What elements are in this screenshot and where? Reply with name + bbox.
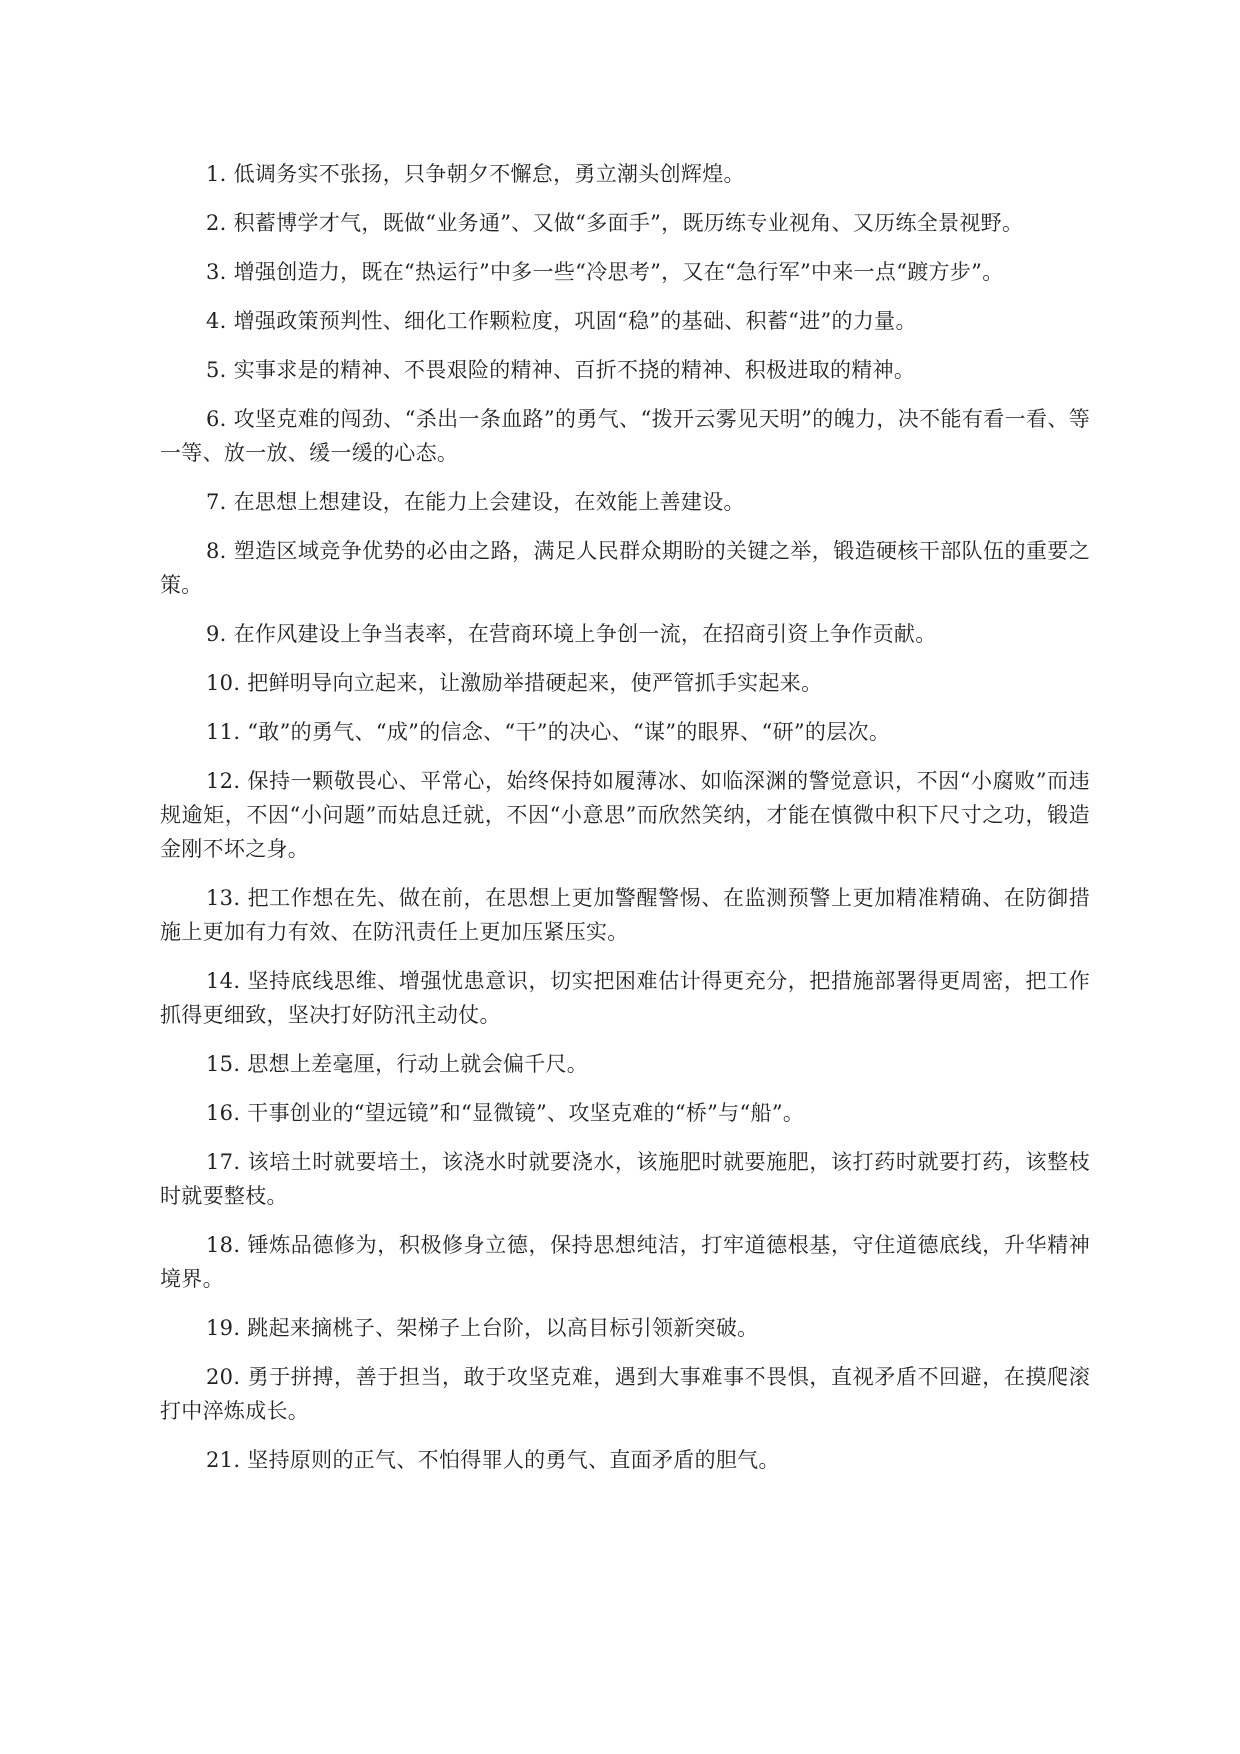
list-item-14: 14. 坚持底线思维、增强忧患意识，切实把困难估计得更充分，把措施部署得更周密，把工作抓得更细致，坚决打好防汛主动仗。	[160, 969, 1090, 1027]
list-item-6: 6. 攻坚克难的闯劲、“杀出一条血路”的勇气、“拨开云雾见天明”的魄力，决不能有看一看、等一等、放一放、缓一缓的心态。	[160, 407, 1090, 465]
list-item-5: 5. 实事求是的精神、不畏艰险的精神、百折不挠的精神、积极进取的精神。	[206, 358, 916, 382]
list-item-3: 3. 增强创造力，既在“热运行”中多一些“冷思考”，又在“急行军”中来一点“踱方步”。	[206, 260, 1004, 284]
list-item-7: 7. 在思想上想建设，在能力上会建设，在效能上善建设。	[206, 490, 745, 514]
list-item-13: 13. 把工作想在先、做在前，在思想上更加警醒警惕、在监测预警上更加精准精确、在防御措施上更加有力有效、在防汛责任上更加压紧压实。	[160, 886, 1090, 944]
list-item-1: 1. 低调务实不张扬，只争朝夕不懈怠，勇立潮头创辉煌。	[206, 162, 745, 186]
list-item-10: 10. 把鲜明导向立起来，让激励举措硬起来，使严管抓手实起来。	[206, 671, 823, 695]
list-item-17: 17. 该培土时就要培土，该浇水时就要浇水，该施肥时就要施肥，该打药时就要打药，该整枝时就要整枝。	[160, 1150, 1090, 1208]
list-item-21: 21. 坚持原则的正气、不怕得罪人的勇气、直面矛盾的胆气。	[206, 1448, 780, 1472]
list-item-15: 15. 思想上差毫厘，行动上就会偏千尺。	[206, 1052, 589, 1076]
list-item-4: 4. 增强政策预判性、细化工作颗粒度，巩固“稳”的基础、积蓄“进”的力量。	[206, 309, 917, 333]
list-item-8: 8. 塑造区域竞争优势的必由之路，满足人民群众期盼的关键之举，锻造硬核干部队伍的重要之策。	[160, 539, 1090, 597]
list-item-11: 11. “敢”的勇气、“成”的信念、“干”的决心、“谋”的眼界、“研”的层次。	[206, 720, 891, 744]
list-item-19: 19. 跳起来摘桃子、架梯子上台阶，以高目标引领新突破。	[206, 1316, 759, 1340]
list-item-2: 2. 积蓄博学才气，既做“业务通”、又做“多面手”，既历练专业视角、又历练全景视野。	[206, 211, 1024, 235]
list-item-18: 18. 锤炼品德修为，积极修身立德，保持思想纯洁，打牢道德根基，守住道德底线，升华精神境界。	[160, 1233, 1090, 1291]
list-item-20: 20. 勇于拼搏，善于担当，敢于攻坚克难，遇到大事难事不畏惧，直视矛盾不回避，在摸爬滚打中淬炼成长。	[160, 1365, 1090, 1423]
list-item-12: 12. 保持一颗敬畏心、平常心，始终保持如履薄冰、如临深渊的警觉意识，不因“小腐败”而违规逾矩，不因“小问题”而姑息迁就，不因“小意思”而欣然笑纳，才能在慎微中积下尺寸之功，锻造金刚不坏之身。	[160, 769, 1090, 861]
list-item-16: 16. 干事创业的“望远镜”和“显微镜”、攻坚克难的“桥”与“船”。	[206, 1101, 805, 1125]
list-item-9: 9. 在作风建设上争当表率，在营商环境上争创一流，在招商引资上争作贡献。	[206, 622, 937, 646]
